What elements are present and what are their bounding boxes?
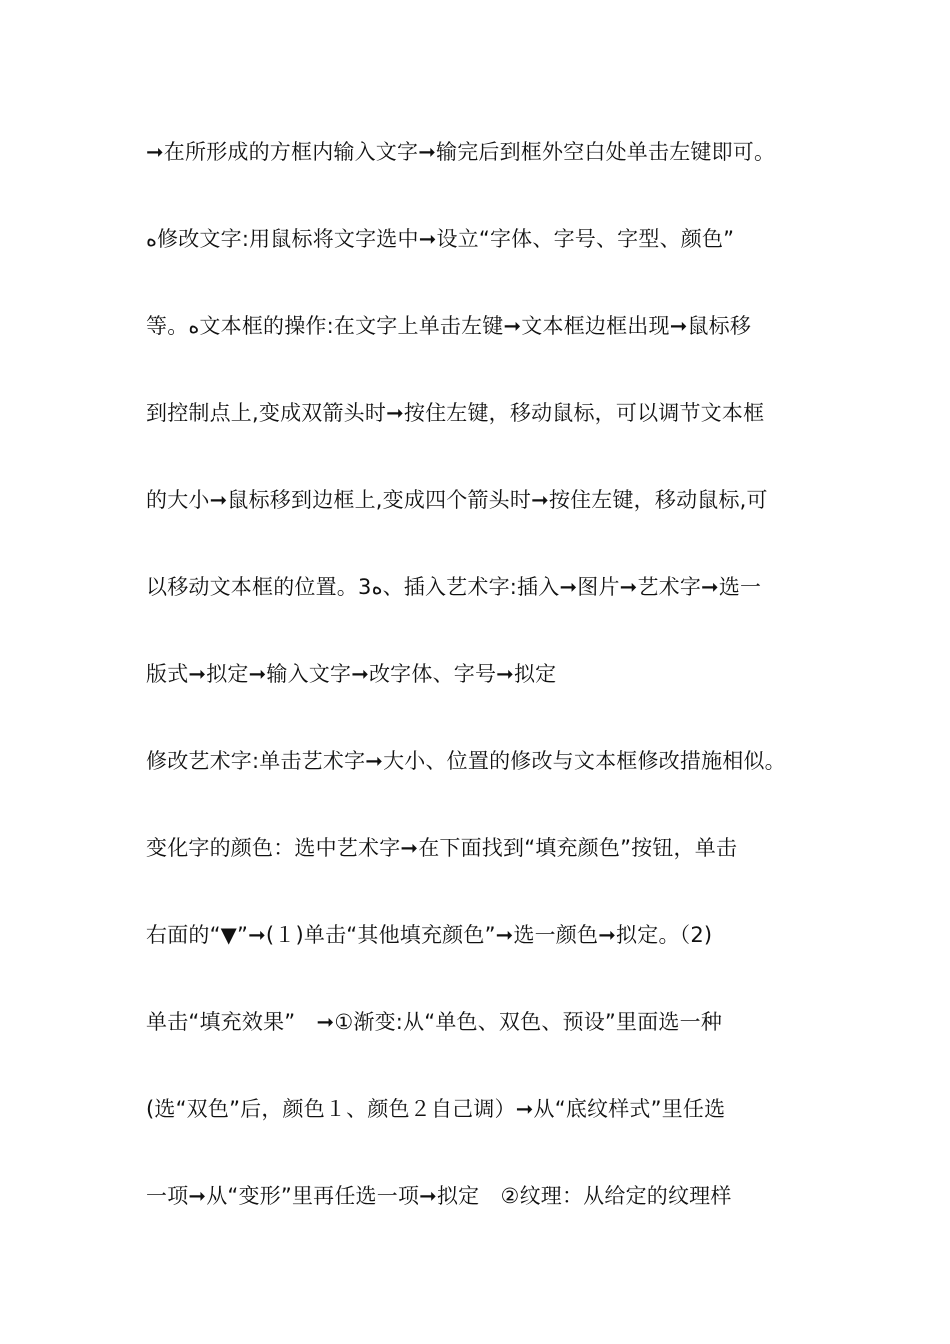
text-line: 的大小➞鼠标移到边框上,变成四个箭头时➞按住左键，移动鼠标,可	[146, 488, 768, 512]
text-line: 一项➞从“变形”里再任选一项➞拟定 ②纹理：从给定的纹理样	[146, 1184, 732, 1208]
text-line: ﻩ修改文字:用鼠标将文字选中➞设立“字体、字号、字型、颜色”	[146, 227, 735, 251]
text-line: ➞在所形成的方框内输入文字➞输完后到框外空白处单击左键即可。	[146, 140, 776, 164]
text-line: 变化字的颜色：选中艺术字➞在下面找到“填充颜色”按钮，单击	[146, 836, 738, 860]
text-line: (选“双色”后，颜色１、颜色２自己调）➞从“底纹样式”里任选	[146, 1097, 726, 1121]
text-line: 版式➞拟定➞输入文字➞改字体、字号➞拟定	[146, 662, 557, 686]
text-line: 等。ﻩ文本框的操作:在文字上单击左键➞文本框边框出现➞鼠标移	[146, 314, 752, 338]
body-text	[146, 130, 836, 1261]
text-line: 修改艺术字:单击艺术字➞大小、位置的修改与文本框修改措施相似。	[146, 749, 786, 773]
text-line: 右面的“▼”➞(１)单击“其他填充颜色”➞选一颜色➞拟定。（2)	[146, 923, 713, 947]
text-line: 到控制点上,变成双箭头时➞按住左键，移动鼠标，可以调节文本框	[146, 401, 765, 425]
text-line: 以移动文本框的位置。3ﻩ、插入艺术字:插入➞图片➞艺术字➞选一	[146, 575, 762, 599]
text-line: 单击“填充效果” ➞①渐变:从“单色、双色、预设”里面选一种	[146, 1010, 723, 1034]
